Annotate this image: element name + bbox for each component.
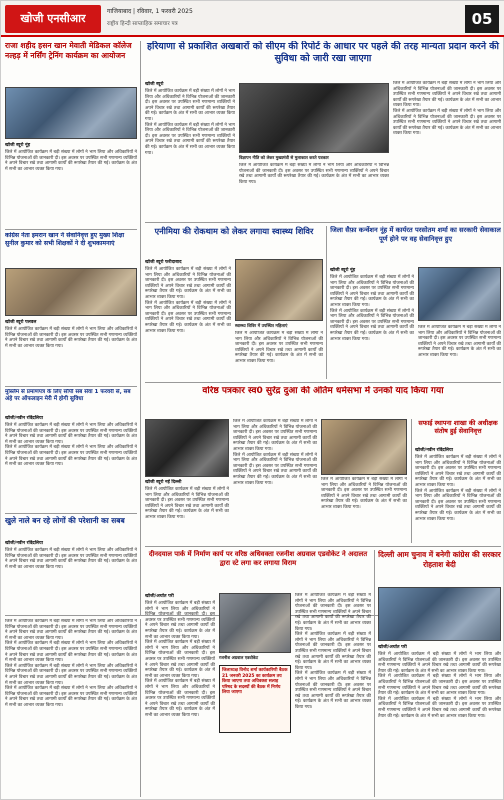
column-divider bbox=[374, 550, 375, 797]
article-text: जिले में आयोजित कार्यक्रम में बड़ी संख्या में लोगों ने भाग लिया और अधिकारियों ने विभिन्न योजनाओं की जानकारी दी। इस अवसर पर उपस्थित सभी गणमान्य व्यक्तियों ने अपने विचार रखे तथा आगामी कार्यों की रूपरेखा तैयार की गई। कार्यक्रम के अंत में सभी का आभार व्यक्त किया गया। bbox=[5, 327, 137, 349]
article-drains-body bbox=[5, 540, 137, 612]
article-delhi-headline bbox=[378, 550, 501, 584]
column-divider bbox=[326, 226, 327, 379]
article-text: जिले में आयोजित कार्यक्रम में बड़ी संख्या में लोगों ने भाग लिया और अधिकारियों ने विभिन्न योजनाओं की जानकारी दी। इस अवसर पर उपस्थित सभी गणमान्य व्यक्तियों ने अपने विचार रखे तथा आगामी कार्यों की रूपरेखा तैयार की गई। कार्यक्रम के अंत में सभी का आभार व्यक्त किया गया। bbox=[145, 267, 231, 300]
divider bbox=[145, 222, 501, 223]
article-text: जिले में आयोजित कार्यक्रम में बड़ी संख्या में लोगों ने भाग लिया और अधिकारियों ने विभिन्न योजनाओं की जानकारी दी। इस अवसर पर उपस्थित सभी गणमान्य व्यक्तियों ने अपने विचार रखे तथा आगामी कार्यों की रूपरेखा तैयार की गई। कार्यक्रम के अंत में सभी का आभार व्यक्त किया गया। bbox=[145, 679, 215, 718]
headline: दीनदयाल पार्क में निर्माण कार्य पर वरिष्ठ अधिवक्ता रजनीश अग्रवाल एडवोकेट ने अदालत द्वारा स्टे लगा कर लगाया विराम bbox=[148, 550, 368, 567]
headline: वरिष्ठ पत्रकार स्व0 सुरेंद्र दुआ की अंतिम धर्मसभा में उनको याद किया गया bbox=[202, 386, 444, 396]
article-anemia-col2 bbox=[235, 331, 323, 379]
photo-condolence-meeting bbox=[145, 419, 229, 477]
article-text: जिले में आयोजित कार्यक्रम में बड़ी संख्या में लोगों ने भाग लिया और अधिकारियों ने विभिन्न योजनाओं की जानकारी दी। इस अवसर पर उपस्थित सभी गणमान्य व्यक्तियों ने अपने विचार रखे तथा आगामी कार्यों की रूपरेखा तैयार की गई। कार्यक्रम के अंत में सभी का आभार व्यक्त किया गया। bbox=[330, 275, 414, 308]
article-text: जिले में आयोजित कार्यक्रम में बड़ी संख्या में लोगों ने भाग लिया और अधिकारियों ने विभिन्न योजनाओं की जानकारी दी। इस अवसर पर उपस्थित सभी गणमान्य व्यक्तियों ने अपने विचार रखे तथा आगामी कार्यों की रूपरेखा तैयार की गई। कार्यक्रम के अंत में सभी का आभार व्यक्त किया गया। bbox=[145, 487, 229, 520]
article-text: जिले में आयोजित कार्यक्रम में बड़ी संख्या में लोगों ने भाग लिया और अधिकारियों ने विभिन्न योजनाओं की जानकारी दी। इस अवसर पर उपस्थित सभी गणमान्य व्यक्तियों ने अपने विचार रखे तथा आगामी कार्यों की रूपरेखा तैयार की गई। कार्यक्रम के अंत में सभी का आभार व्यक्त किया गया। bbox=[235, 331, 323, 364]
byline: खोजी ब्यूरो नूंह bbox=[330, 268, 356, 273]
article-santosh-body bbox=[415, 447, 501, 543]
article-dua-col1 bbox=[145, 479, 229, 543]
article-text: जिले में आयोजित कार्यक्रम में बड़ी संख्या में लोगों ने भाग लिया और अधिकारियों ने विभिन्न योजनाओं की जानकारी दी। इस अवसर पर उपस्थित सभी गणमान्य व्यक्तियों ने अपने विचार रखे तथा आगामी कार्यों की रूपरेखा तैयार की गई। कार्यक्रम के अंत में सभी का आभार व्यक्त किया गया। bbox=[418, 325, 501, 358]
tagline: राष्ट्रीय हिन्दी साप्ताहिक समाचार पत्र bbox=[107, 21, 178, 27]
article-text: जिले में आयोजित कार्यक्रम में बड़ी संख्या में लोगों ने भाग लिया और अधिकारियों ने विभिन्न योजनाओं की जानकारी दी। इस अवसर पर उपस्थित सभी गणमान्य व्यक्तियों ने अपने विचार रखे तथा आगामी कार्यों की रूपरेखा तैयार की गई। कार्यक्रम के अंत में सभी का आभार व्यक्त किया गया। bbox=[145, 300, 231, 334]
article-anemia-col1 bbox=[145, 259, 231, 379]
headline: राजा शहीद हसन खान मेवाती मेडिकल कॉलेज नल्हड़ में नर्सिंग ट्रेनिंग कार्यक्रम का आयोजन bbox=[5, 41, 132, 60]
divider bbox=[5, 513, 137, 514]
headline: मुस्लिम से प्रमाणपत्र के लिए सौंपी सब सेवा 1 फरवरी से, सब अंहे पर ऑफलाइन मेरी में होगी सुविधा bbox=[5, 389, 131, 402]
divider bbox=[5, 229, 137, 230]
issue-date: गाजियाबाद | रविवार, 1 फरवरी 2025 bbox=[107, 8, 193, 15]
article-congress-body bbox=[5, 319, 137, 383]
masthead bbox=[1, 1, 504, 37]
article-dua-col2 bbox=[233, 419, 317, 543]
byline: खोजी/अर्थात परी bbox=[378, 645, 407, 650]
article-text: जिले में आयोजित कार्यक्रम में बड़ी संख्या में लोगों ने भाग लिया और अधिकारियों ने विभिन्न योजनाओं की जानकारी दी। इस अवसर पर उपस्थित सभी गणमान्य व्यक्तियों ने अपने विचार रखे तथा आगामी कार्यों की रूपरेखा तैयार की गई। कार्यक्रम के अंत में सभी का आभार व्यक्त किया गया। bbox=[233, 419, 317, 452]
article-retirement-col2 bbox=[418, 325, 501, 379]
article-text: जिले में आयोजित कार्यक्रम में बड़ी संख्या में लोगों ने भाग लिया और अधिकारियों ने विभिन्न योजनाओं की जानकारी दी। इस अवसर पर उपस्थित सभी गणमान्य व्यक्तियों ने अपने विचार रखे तथा आगामी कार्यों की रूपरेखा तैयार की गई। कार्यक्रम के अंत में सभी का आभार व्यक्त किया गया। bbox=[5, 641, 137, 664]
headline: एनीमिया की रोकथाम को लेकर लगाया स्वास्थ्य शिविर bbox=[154, 226, 314, 236]
byline: खोजी ब्यूरो पलवल bbox=[5, 320, 37, 325]
article-text: जिले में आयोजित कार्यक्रम में बड़ी संख्या में लोगों ने भाग लिया और अधिकारियों ने विभिन्न योजनाओं की जानकारी दी। इस अवसर पर उपस्थित सभी गणमान्य व्यक्तियों ने अपने विचार रखे तथा आगामी कार्यों की रूपरेखा तैयार की गई। कार्यक्रम के अंत में सभी का आभार व्यक्त किया गया। bbox=[295, 632, 371, 671]
article-park-col3 bbox=[295, 593, 371, 797]
article-text: जिले में आयोजित कार्यक्रम में बड़ी संख्या में लोगों ने भाग लिया और अधिकारियों ने विभिन्न योजनाओं की जानकारी दी। इस अवसर पर उपस्थित सभी गणमान्य व्यक्तियों ने अपने विचार रखे तथा आगामी कार्यों की रूपरेखा तैयार की गई। कार्यक्रम के अंत में सभी का आभार व्यक्त किया गया। bbox=[393, 81, 501, 109]
article-santosh-headline bbox=[415, 419, 501, 445]
article-park-headline bbox=[145, 550, 371, 590]
article-congress-headline bbox=[5, 232, 137, 266]
article-retirement-col1 bbox=[330, 267, 414, 379]
article-text: जिले में आयोजित कार्यक्रम में बड़ी संख्या में लोगों ने भाग लिया और अधिकारियों ने विभिन्न योजनाओं की जानकारी दी। इस अवसर पर उपस्थित सभी गणमान्य व्यक्तियों ने अपने विचार रखे तथा आगामी कार्यों की रूपरेखा तैयार की गई। कार्यक्रम के अंत में सभी का आभार व्यक्त किया गया। bbox=[321, 477, 407, 510]
article-text: जिले में आयोजित कार्यक्रम में बड़ी संख्या में लोगों ने भाग लिया और अधिकारियों ने विभिन्न योजनाओं की जानकारी दी। इस अवसर पर उपस्थित सभी गणमान्य व्यक्तियों ने अपने विचार रखे तथा आगामी कार्यों की रूपरेखा तैयार की गई। कार्यक्रम के अंत में सभी का आभार व्यक्त किया गया। bbox=[295, 593, 371, 632]
article-certificate-body bbox=[5, 415, 137, 511]
photo-caption: विज्ञापन नीति को लेकर मुख्यमंत्री से मुलाकात करते पत्रकार bbox=[239, 155, 329, 160]
article-text: जिले में आयोजित कार्यक्रम में बड़ी संख्या में लोगों ने भाग लिया और अधिकारियों ने विभिन्न योजनाओं की जानकारी दी। इस अवसर पर उपस्थित सभी गणमान्य व्यक्तियों ने अपने विचार रखे तथा आगामी कार्यों की रूपरेखा तैयार की गई। कार्यक्रम के अंत में सभी का आभार व्यक्त किया गया। bbox=[415, 455, 501, 488]
article-text: जिले में आयोजित कार्यक्रम में बड़ी संख्या में लोगों ने भाग लिया और अधिकारियों ने विभिन्न योजनाओं की जानकारी दी। इस अवसर पर उपस्थित सभी गणमान्य व्यक्तियों ने अपने विचार रखे तथा आगामी कार्यों की रूपरेखा तैयार की गई। कार्यक्रम के अंत में सभी का आभार व्यक्त किया गया। bbox=[145, 89, 235, 122]
photo-retirement-event bbox=[5, 268, 137, 316]
divider bbox=[145, 546, 501, 547]
photo-tribute-event bbox=[321, 419, 407, 475]
article-text: जिले में आयोजित कार्यक्रम में बड़ी संख्या में लोगों ने भाग लिया और अधिकारियों ने विभिन्न योजनाओं की जानकारी दी। इस अवसर पर उपस्थित सभी गणमान्य व्यक्तियों ने अपने विचार रखे तथा आगामी कार्यों की रूपरेखा तैयार की गई। कार्यक्रम के अंत में सभी का आभार व्यक्त किया गया। bbox=[5, 150, 137, 172]
headline: सफाई स्थापना शाखा की अधीक्षक संतोष हुई सेवानिवृत्त bbox=[418, 419, 498, 436]
divider bbox=[145, 382, 501, 383]
article-anemia-headline bbox=[145, 226, 323, 256]
article-text: जिले में आयोजित कार्यक्रम में बड़ी संख्या में लोगों ने भाग लिया और अधिकारियों ने विभिन्न योजनाओं की जानकारी दी। इस अवसर पर उपस्थित सभी गणमान्य व्यक्तियों ने अपने विचार रखे तथा आगामी कार्यों की रूपरेखा तैयार की गई। कार्यक्रम के अंत में सभी का आभार व्यक्त किया गया। bbox=[5, 445, 137, 468]
article-text: जिले में आयोजित कार्यक्रम में बड़ी संख्या में लोगों ने भाग लिया और अधिकारियों ने विभिन्न योजनाओं की जानकारी दी। इस अवसर पर उपस्थित सभी गणमान्य व्यक्तियों ने अपने विचार रखे तथा आगामी कार्यों की रूपरेखा तैयार की गई। कार्यक्रम के अंत में सभी का आभार व्यक्त किया गया। bbox=[5, 423, 137, 445]
divider bbox=[5, 386, 137, 387]
article-text: जिले में आयोजित कार्यक्रम में बड़ी संख्या में लोगों ने भाग लिया और अधिकारियों ने विभिन्न योजनाओं की जानकारी दी। इस अवसर पर उपस्थित सभी गणमान्य व्यक्तियों ने अपने विचार रखे तथा आगामी कार्यों की रूपरेखा तैयार की गई। कार्यक्रम के अंत में सभी का आभार व्यक्त किया गया। bbox=[295, 671, 371, 710]
masthead-info bbox=[107, 7, 447, 28]
article-certificate-headline bbox=[5, 389, 137, 413]
column-divider bbox=[140, 619, 141, 797]
article-text: जिले में आयोजित कार्यक्रम में बड़ी संख्या में लोगों ने भाग लिया और अधिकारियों ने विभिन्न योजनाओं की जानकारी दी। इस अवसर पर उपस्थित सभी गणमान्य व्यक्तियों ने अपने विचार रखे तथा आगामी कार्यों की रूपरेखा तैयार की गई। कार्यक्रम के अंत में सभी का आभार व्यक्त किया गया। bbox=[330, 308, 414, 342]
headline: खुले नाले बन रहे लोगों की परेशानी का सबब bbox=[5, 516, 125, 525]
article-text: जिले में आयोजित कार्यक्रम में बड़ी संख्या में लोगों ने भाग लिया और अधिकारियों ने विभिन्न योजनाओं की जानकारी दी। इस अवसर पर उपस्थित सभी गणमान्य व्यक्तियों ने अपने विचार रखे तथा आगामी कार्यों की रूपरेखा तैयार की गई। कार्यक्रम के अंत में सभी का आभार व्यक्त किया गया। bbox=[233, 452, 317, 486]
byline: खोजी ब्यूरो फरीदाबाद bbox=[145, 260, 182, 265]
article-text: जिले में आयोजित कार्यक्रम में बड़ी संख्या में लोगों ने भाग लिया और अधिकारियों ने विभिन्न योजनाओं की जानकारी दी। इस अवसर पर उपस्थित सभी गणमान्य व्यक्तियों ने अपने विचार रखे तथा आगामी कार्यों की रूपरेखा तैयार की गई। कार्यक्रम के अंत में सभी का आभार व्यक्त किया गया। bbox=[145, 640, 215, 679]
column-divider bbox=[411, 419, 412, 543]
photo-congress-leader bbox=[378, 587, 501, 641]
article-text: जिले में आयोजित कार्यक्रम में बड़ी संख्या में लोगों ने भाग लिया और अधिकारियों ने विभिन्न योजनाओं की जानकारी दी। इस अवसर पर उपस्थित सभी गणमान्य व्यक्तियों ने अपने विचार रखे तथा आगामी कार्यों की रूपरेखा तैयार की गई। कार्यक्रम के अंत में सभी का आभार व्यक्त किया गया। bbox=[378, 696, 501, 719]
column-divider bbox=[140, 41, 141, 615]
article-text: जिले में आयोजित कार्यक्रम में बड़ी संख्या में लोगों ने भाग लिया और अधिकारियों ने विभिन्न योजनाओं की जानकारी दी। इस अवसर पर उपस्थित सभी गणमान्य व्यक्तियों ने अपने विचार रखे तथा आगामी कार्यों की रूपरेखा तैयार की गई। कार्यक्रम के अंत में सभी का आभार व्यक्त किया गया। bbox=[5, 686, 137, 708]
photo-cm-meeting bbox=[239, 83, 389, 153]
article-nursing-body bbox=[5, 142, 137, 226]
headline: कांग्रेस नेता इमरान खान ने सेवानिवृत्त हुए मुख्य शिक्षा सुनील कुमार को सभी शिक्षकों ने दी शुभकामनाएं bbox=[5, 232, 125, 247]
byline: खोजी/अर्थात परी bbox=[145, 594, 174, 599]
photo-health-camp bbox=[235, 259, 323, 321]
article-left-bottom bbox=[5, 619, 137, 797]
article-text: जिले में आयोजित कार्यक्रम में बड़ी संख्या में लोगों ने भाग लिया और अधिकारियों ने विभिन्न योजनाओं की जानकारी दी। इस अवसर पर उपस्थित सभी गणमान्य व्यक्तियों ने अपने विचार रखे तथा आगामी कार्यों की रूपरेखा तैयार की गई। कार्यक्रम के अंत में सभी का आभार व्यक्त किया गया। bbox=[145, 122, 235, 156]
article-dua-col3 bbox=[321, 477, 407, 543]
article-text: जिले में आयोजित कार्यक्रम में बड़ी संख्या में लोगों ने भाग लिया और अधिकारियों ने विभिन्न योजनाओं की जानकारी दी। इस अवसर पर उपस्थित सभी गणमान्य व्यक्तियों ने अपने विचार रखे तथा आगामी कार्यों की रूपरेखा तैयार की गई। कार्यक्रम के अंत में सभी का आभार व्यक्त किया गया। bbox=[5, 663, 137, 686]
article-haryana-headline bbox=[145, 41, 501, 77]
article-dua-headline bbox=[145, 386, 501, 416]
page-number: 05 bbox=[465, 5, 499, 33]
headline: हरियाणा से प्रकाशित अखबारों को सीएम की रिपोर्ट के आधार पर पहले की तरह मान्यता प्रदान करने की सुविधा को जारी रखा जाएगा bbox=[147, 41, 499, 64]
photo-advocate-portrait bbox=[219, 593, 291, 653]
headline: जिला सैफ़ा कन्वेंशन नूंह में कार्यरत परसोतम शर्मा का सरकारी सेवाकाल पूर्ण होने पर वह सेवानिवृत्त हुए bbox=[330, 226, 501, 243]
article-delhi-body bbox=[378, 644, 501, 797]
article-text: जिले में आयोजित कार्यक्रम में बड़ी संख्या में लोगों ने भाग लिया और अधिकारियों ने विभिन्न योजनाओं की जानकारी दी। इस अवसर पर उपस्थित सभी गणमान्य व्यक्तियों ने अपने विचार रखे तथा आगामी कार्यों की रूपरेखा तैयार की गई। कार्यक्रम के अंत में सभी का आभार व्यक्त किया गया। bbox=[239, 163, 389, 185]
article-haryana-col2 bbox=[239, 163, 389, 219]
newspaper-logo: खोजी एनसीआर bbox=[5, 5, 101, 33]
article-park-col1 bbox=[145, 593, 215, 797]
headline: दिल्ली आम चुनाव में बनेगी कांग्रेस की सरकार रोहताश बेदी bbox=[378, 550, 501, 569]
article-text: जिले में आयोजित कार्यक्रम में बड़ी संख्या में लोगों ने भाग लिया और अधिकारियों ने विभिन्न योजनाओं की जानकारी दी। इस अवसर पर उपस्थित सभी गणमान्य व्यक्तियों ने अपने विचार रखे तथा आगामी कार्यों की रूपरेखा तैयार की गई। कार्यक्रम के अंत में सभी का आभार व्यक्त किया गया। bbox=[415, 488, 501, 522]
byline: खोजी/नवीन रविंद्रलिया bbox=[415, 448, 453, 453]
article-retirement-headline bbox=[330, 226, 501, 264]
article-text: जिले में आयोजित कार्यक्रम में बड़ी संख्या में लोगों ने भाग लिया और अधिकारियों ने विभिन्न योजनाओं की जानकारी दी। इस अवसर पर उपस्थित सभी गणमान्य व्यक्तियों ने अपने विचार रखे तथा आगामी कार्यों की रूपरेखा तैयार की गई। कार्यक्रम के अंत में सभी का आभार व्यक्त किया गया। bbox=[393, 108, 501, 137]
article-nursing-headline bbox=[5, 41, 137, 85]
article-haryana-col1 bbox=[145, 81, 235, 219]
article-text: जिले में आयोजित कार्यक्रम में बड़ी संख्या में लोगों ने भाग लिया और अधिकारियों ने विभिन्न योजनाओं की जानकारी दी। इस अवसर पर उपस्थित सभी गणमान्य व्यक्तियों ने अपने विचार रखे तथा आगामी कार्यों की रूपरेखा तैयार की गई। कार्यक्रम के अंत में सभी का आभार व्यक्त किया गया। bbox=[378, 652, 501, 674]
byline: खोजी ब्यूरो नूंह bbox=[5, 143, 31, 148]
article-text: जिले में आयोजित कार्यक्रम में बड़ी संख्या में लोगों ने भाग लिया और अधिकारियों ने विभिन्न योजनाओं की जानकारी दी। इस अवसर पर उपस्थित सभी गणमान्य व्यक्तियों ने अपने विचार रखे तथा आगामी कार्यों की रूपरेखा तैयार की गई। कार्यक्रम के अंत में सभी का आभार व्यक्त किया गया। bbox=[378, 674, 501, 697]
photo-caption: स्वास्थ्य शिविर में उपस्थित महिलाएं bbox=[235, 323, 288, 328]
article-drains-headline bbox=[5, 516, 137, 538]
byline: खोजी ब्यूरो नई दिल्ली bbox=[145, 480, 182, 485]
article-text: जिले में आयोजित कार्यक्रम में बड़ी संख्या में लोगों ने भाग लिया और अधिकारियों ने विभिन्न योजनाओं की जानकारी दी। इस अवसर पर उपस्थित सभी गणमान्य व्यक्तियों ने अपने विचार रखे तथा आगामी कार्यों की रूपरेखा तैयार की गई। कार्यक्रम के अंत में सभी का आभार व्यक्त किया गया। bbox=[5, 548, 137, 570]
boxed-note-text: जिलाध्यक्ष विनोद शर्मा कार्यकारिणी बैठक 21 जनवरी 2025 का कार्यक्रम तय किया जाएगा तथा अधिवक्ता सलाह परिषद के सदस्यों की बैठक में निर्णय लिया जाएगा bbox=[222, 668, 288, 696]
byline: खोजी/नवीन रविंद्रलिया bbox=[5, 541, 43, 546]
article-haryana-col3 bbox=[393, 81, 501, 219]
article-text: जिले में आयोजित कार्यक्रम में बड़ी संख्या में लोगों ने भाग लिया और अधिकारियों ने विभिन्न योजनाओं की जानकारी दी। इस अवसर पर उपस्थित सभी गणमान्य व्यक्तियों ने अपने विचार रखे तथा आगामी कार्यों की रूपरेखा तैयार की गई। कार्यक्रम के अंत में सभी का आभार व्यक्त किया गया। bbox=[5, 619, 137, 641]
photo-nursing-program bbox=[5, 87, 137, 139]
byline: खोजी ब्यूरो bbox=[145, 82, 164, 87]
photo-retirement-ceremony bbox=[418, 267, 501, 321]
photo-caption: रजनीश अग्रवाल एडवोकेट bbox=[219, 655, 259, 660]
boxed-note bbox=[219, 665, 291, 733]
byline: खोजी/नवीन रविंद्रलिया bbox=[5, 416, 43, 421]
article-text: जिले में आयोजित कार्यक्रम में बड़ी संख्या में लोगों ने भाग लिया और अधिकारियों ने विभिन्न योजनाओं की जानकारी दी। इस अवसर पर उपस्थित सभी गणमान्य व्यक्तियों ने अपने विचार रखे तथा आगामी कार्यों की रूपरेखा तैयार की गई। कार्यक्रम के अंत में सभी का आभार व्यक्त किया गया। bbox=[145, 601, 215, 640]
